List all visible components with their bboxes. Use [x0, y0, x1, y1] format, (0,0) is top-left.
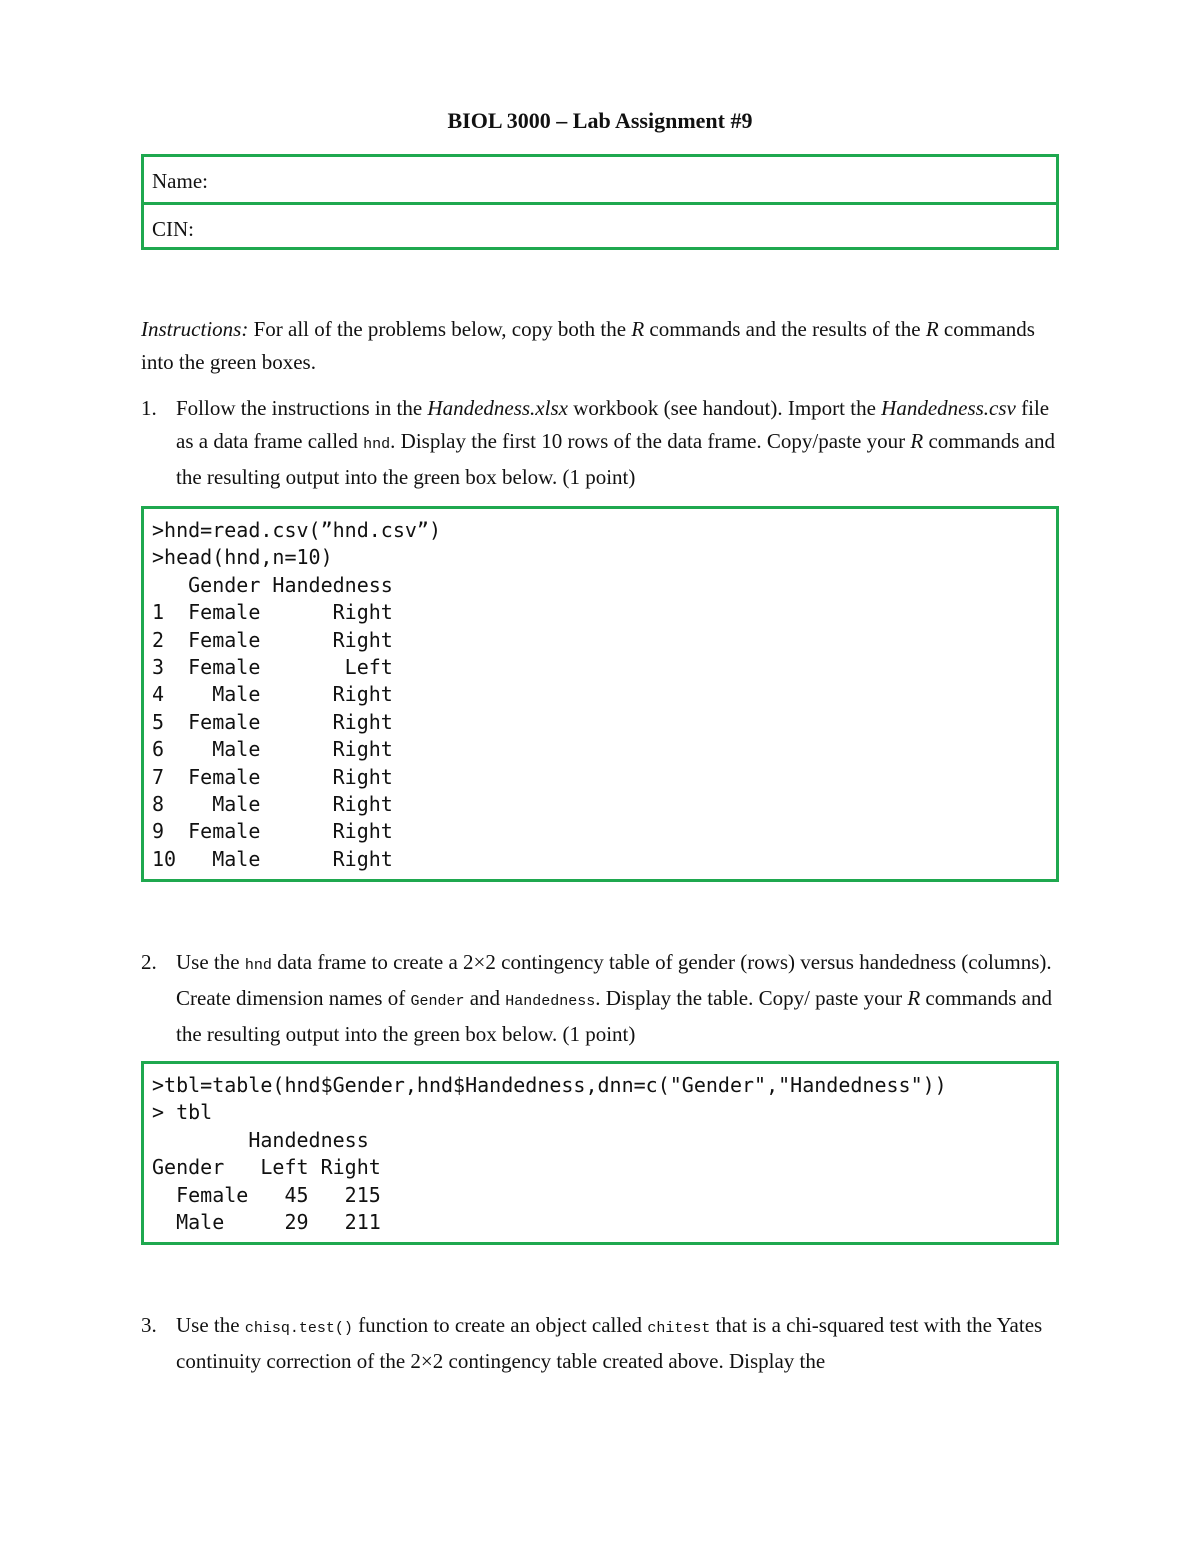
r-term: R [925, 317, 939, 341]
question-text: Use the chisq.test() function to create an object called chitest that is a chi-squared test with the Yates continuity correction of the 2×2 contingency table created above. Display the [176, 1313, 1043, 1373]
file-name: Handedness.csv [881, 396, 1016, 420]
instructions-label: Instructions: [141, 317, 249, 341]
question-number: 3. [141, 1313, 157, 1337]
r-term: R [631, 317, 645, 341]
question-number: 1. [141, 396, 157, 420]
student-info-box [141, 154, 1059, 250]
answer-box-2[interactable] [141, 1061, 1059, 1245]
question-2 [141, 946, 1061, 1051]
file-name: Handedness.xlsx [427, 396, 568, 420]
code-term: hnd [244, 957, 272, 974]
code-term: chisq.test() [244, 1320, 353, 1337]
question-1 [141, 392, 1061, 494]
code-term: chitest [647, 1320, 711, 1337]
name-field[interactable] [144, 157, 1056, 202]
name-label: Name: [152, 169, 208, 193]
code-term: hnd [363, 436, 391, 453]
instructions-text: commands and the results of the [644, 317, 926, 341]
cin-label: CIN: [152, 217, 194, 241]
instructions-text: For all of the problems below, copy both the [248, 317, 632, 341]
code-term: Gender [410, 993, 465, 1010]
question-text: Follow the instructions in the Handedness.xlsx workbook (see handout). Import the Handedness.csv file as a data frame called hnd. Display the first 10 rows of the data frame. Copy/paste your R commands and the resulting output into the green box below. (1 point) [176, 396, 1056, 489]
answer-2-output: >tbl=table(hnd$Gender,hnd$Handedness,dnn=c("Gender","Handedness")) > tbl Handedness Gender Left Right Female 45 215 Male 29 211 [152, 1073, 947, 1235]
r-term: R [907, 986, 921, 1010]
instructions-paragraph [141, 313, 1061, 379]
question-text: Use the hnd data frame to create a 2×2 contingency table of gender (rows) versus handedness (columns). Create dimension names of Gender and Handedness. Display the table. Copy/ paste your R commands and the resulting output into the green box below. (1 point) [176, 950, 1052, 1046]
code-term: Handedness [505, 993, 596, 1010]
answer-1-output: >hnd=read.csv(”hnd.csv”) >head(hnd,n=10) Gender Handedness 1 Female Right 2 Female Right 3 Female Left 4 Male Right 5 Female Right 6 Male Right 7 Female Right 8 Male Right 9 Female Right 10 Male Right [152, 518, 441, 871]
question-number: 2. [141, 950, 157, 974]
cin-field[interactable] [144, 202, 1056, 247]
r-term: R [910, 429, 924, 453]
page-title: BIOL 3000 – Lab Assignment #9 [447, 108, 753, 133]
question-3 [141, 1309, 1061, 1378]
instructions-text: commands into the green boxes. [141, 317, 1035, 374]
answer-box-1[interactable] [141, 506, 1059, 882]
